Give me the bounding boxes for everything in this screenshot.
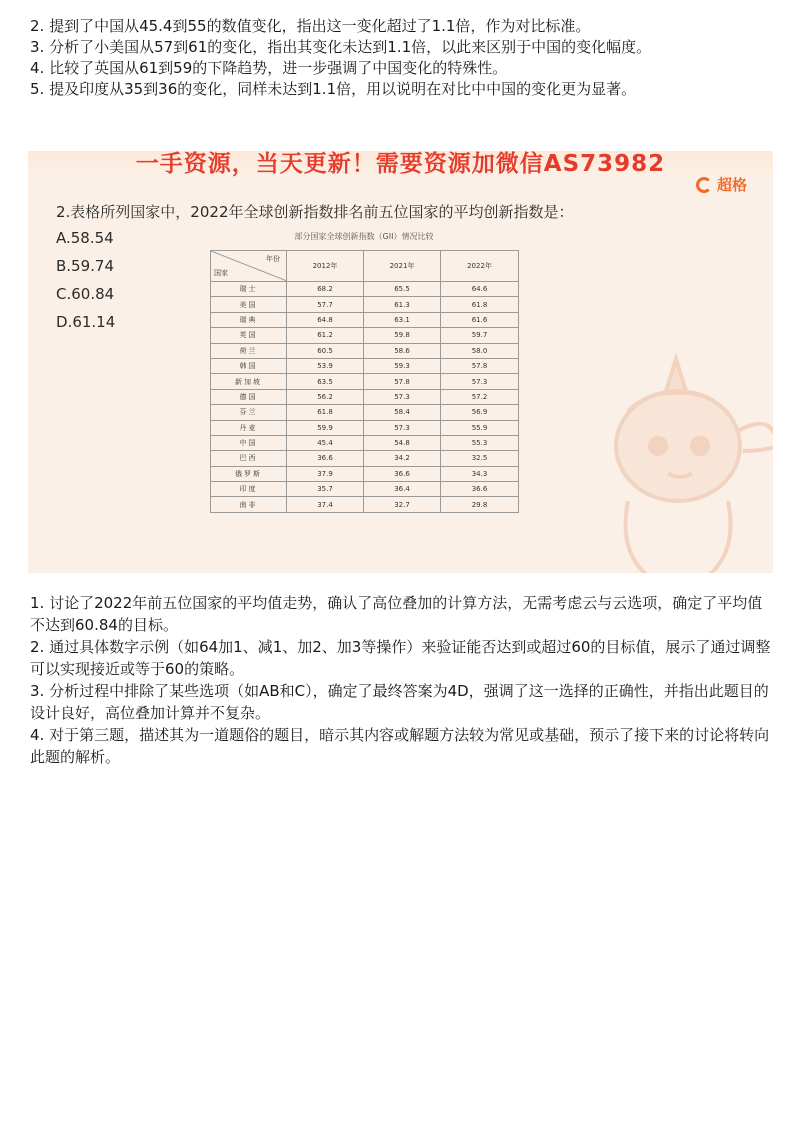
- country-cell: 中国: [211, 435, 287, 450]
- country-cell: 芬兰: [211, 405, 287, 420]
- table-row: [211, 420, 519, 435]
- table-row: [211, 497, 519, 512]
- country-cell: 美国: [211, 297, 287, 312]
- country-cell: 新加坡: [211, 374, 287, 389]
- table-row: [211, 374, 519, 389]
- value-cell: 57.3: [364, 420, 441, 435]
- table-row: [211, 358, 519, 373]
- value-cell: 61.8: [441, 297, 519, 312]
- value-cell: 45.4: [287, 435, 364, 450]
- value-cell: 57.3: [441, 374, 519, 389]
- table-row: [211, 297, 519, 312]
- brand-logo: [696, 174, 747, 195]
- value-cell: 29.8: [441, 497, 519, 512]
- value-cell: 57.3: [364, 389, 441, 404]
- table-row: [211, 312, 519, 327]
- summary-point: 3. 分析过程中排除了某些选项（如AB和C），确定了最终答案为4D，强调了这一选择的正确性，并指出此题目的设计良好，高位叠加计算并不复杂。: [30, 682, 769, 722]
- value-cell: 64.8: [287, 312, 364, 327]
- value-cell: 68.2: [287, 282, 364, 297]
- value-cell: 57.8: [364, 374, 441, 389]
- table-row: [211, 435, 519, 450]
- bottom-summary-list: [30, 592, 775, 768]
- promo-banner: 一手资源，当天更新！需要资源加微信AS73982: [28, 151, 773, 177]
- value-cell: 37.4: [287, 497, 364, 512]
- value-cell: 36.4: [364, 482, 441, 497]
- country-cell: 英国: [211, 328, 287, 343]
- header-corner-cell: [211, 251, 287, 282]
- option-a: A.58.54: [56, 229, 114, 247]
- country-cell: 俄罗斯: [211, 466, 287, 481]
- value-cell: 58.0: [441, 343, 519, 358]
- summary-point: 2. 提到了中国从45.4到55的数值变化，指出这一变化超过了1.1倍，作为对比标准。: [30, 17, 591, 35]
- table-row: [211, 451, 519, 466]
- value-cell: 56.2: [287, 389, 364, 404]
- question-text: 2.表格所列国家中，2022年全球创新指数排名前五位国家的平均创新指数是：: [56, 203, 574, 221]
- value-cell: 58.4: [364, 405, 441, 420]
- value-cell: 63.5: [287, 374, 364, 389]
- value-cell: 54.8: [364, 435, 441, 450]
- value-cell: 55.3: [441, 435, 519, 450]
- country-cell: 荷兰: [211, 343, 287, 358]
- logo-text: 超格: [716, 176, 747, 194]
- value-cell: 53.9: [287, 358, 364, 373]
- value-cell: 57.8: [441, 358, 519, 373]
- value-cell: 36.6: [441, 482, 519, 497]
- summary-point: 4. 比较了英国从61到59的下降趋势，进一步强调了中国变化的特殊性。: [30, 59, 508, 77]
- answer-options: [56, 229, 115, 341]
- table-title: 部分国家全球创新指数（GII）情况比较: [294, 232, 434, 241]
- value-cell: 57.2: [441, 389, 519, 404]
- column-header: 2021年: [364, 251, 441, 282]
- option-b: B.59.74: [56, 257, 115, 275]
- value-cell: 59.7: [441, 328, 519, 343]
- column-header: 2012年: [287, 251, 364, 282]
- summary-point: 4. 对于第三题，描述其为一道题俗的题目，暗示其内容或解题方法较为常见或基础，预示了接下来的讨论将转向此题的解析。: [30, 726, 770, 766]
- value-cell: 36.6: [364, 466, 441, 481]
- logo-mark-icon: [696, 177, 712, 193]
- value-cell: 59.9: [287, 420, 364, 435]
- table-row: [211, 466, 519, 481]
- option-d: D.61.14: [56, 313, 116, 331]
- value-cell: 56.9: [441, 405, 519, 420]
- value-cell: 36.6: [287, 451, 364, 466]
- value-cell: 64.6: [441, 282, 519, 297]
- summary-point: 2. 通过具体数字示例（如64加1、减1、加2、加3等操作）来验证能否达到或超过60的目标值，展示了通过调整可以实现接近或等于60的策略。: [30, 638, 771, 678]
- table-header-row: [211, 251, 519, 282]
- value-cell: 58.6: [364, 343, 441, 358]
- table-row: [211, 282, 519, 297]
- value-cell: 32.5: [441, 451, 519, 466]
- value-cell: 63.1: [364, 312, 441, 327]
- country-cell: 瑞士: [211, 282, 287, 297]
- summary-point: 5. 提及印度从35到36的变化，同样未达到1.1倍，用以说明在对比中中国的变化更为显著。: [30, 80, 637, 98]
- country-cell: 瑞典: [211, 312, 287, 327]
- gii-table: [210, 250, 519, 513]
- value-cell: 32.7: [364, 497, 441, 512]
- corner-country-label: 国家: [214, 269, 228, 277]
- country-cell: 丹麦: [211, 420, 287, 435]
- value-cell: 61.3: [364, 297, 441, 312]
- value-cell: 57.7: [287, 297, 364, 312]
- question-slide-image: [28, 151, 773, 573]
- value-cell: 61.8: [287, 405, 364, 420]
- table-row: [211, 405, 519, 420]
- value-cell: 35.7: [287, 482, 364, 497]
- country-cell: 巴西: [211, 451, 287, 466]
- table-row: [211, 389, 519, 404]
- country-cell: 德国: [211, 389, 287, 404]
- value-cell: 59.8: [364, 328, 441, 343]
- value-cell: 59.3: [364, 358, 441, 373]
- top-summary-list: [30, 16, 780, 100]
- table-row: [211, 482, 519, 497]
- value-cell: 55.9: [441, 420, 519, 435]
- value-cell: 34.2: [364, 451, 441, 466]
- country-cell: 印度: [211, 482, 287, 497]
- value-cell: 34.3: [441, 466, 519, 481]
- value-cell: 65.5: [364, 282, 441, 297]
- value-cell: 37.9: [287, 466, 364, 481]
- table-row: [211, 343, 519, 358]
- corner-year-label: 年份: [266, 255, 280, 263]
- table-row: [211, 328, 519, 343]
- option-c: C.60.84: [56, 285, 115, 303]
- value-cell: 61.2: [287, 328, 364, 343]
- column-header: 2022年: [441, 251, 519, 282]
- value-cell: 61.6: [441, 312, 519, 327]
- country-cell: 韩国: [211, 358, 287, 373]
- country-cell: 南非: [211, 497, 287, 512]
- summary-point: 1. 讨论了2022年前五位国家的平均值走势，确认了高位叠加的计算方法，无需考虑云与云选项，确定了平均值不达到60.84的目标。: [30, 594, 763, 634]
- value-cell: 60.5: [287, 343, 364, 358]
- summary-point: 3. 分析了小美国从57到61的变化，指出其变化未达到1.1倍，以此来区别于中国的变化幅度。: [30, 38, 652, 56]
- unicorn-mascot-icon: [588, 351, 773, 573]
